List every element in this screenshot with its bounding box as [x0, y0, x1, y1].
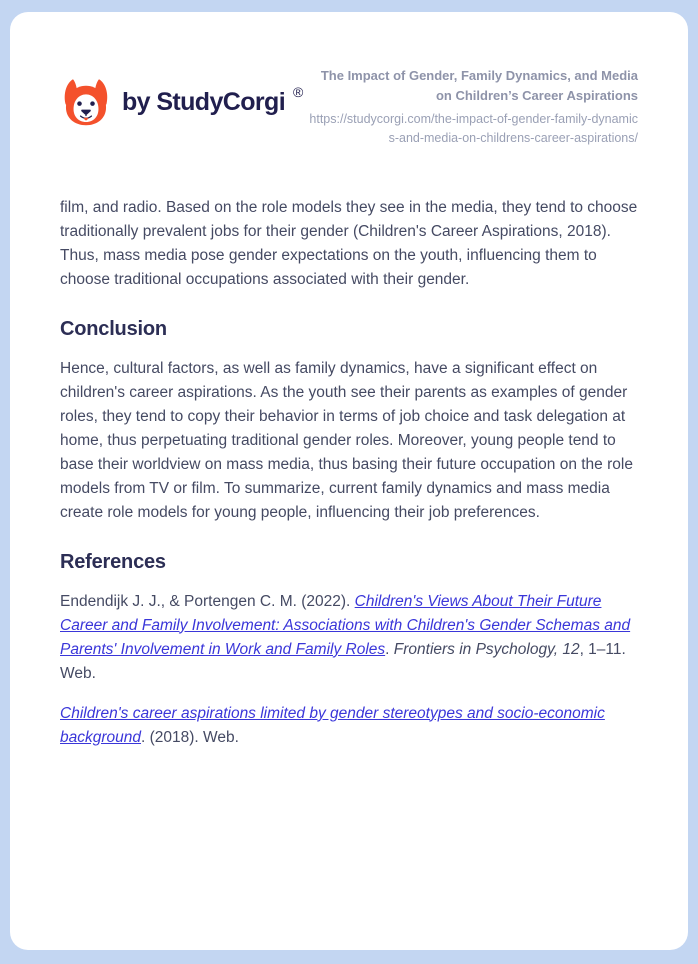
reference-suffix: . (2018). Web.	[141, 728, 239, 746]
reference-separator: .	[385, 640, 394, 658]
conclusion-paragraph: Hence, cultural factors, as well as family dynamics, have a significant effect on children's career aspirations. As the youth see their parents as examples of gender roles, they tend to copy their behavior in terms of job choice and task delegation at home, thus perpetuating traditional gender roles. Moreover, young people tend to base their worldview on mass media, thus basing their future occupation on the role models from TV or film. To summarize, current family dynamics and mass media create role models for young people, influencing their job preferences.	[60, 359, 633, 521]
document-body	[60, 196, 638, 750]
document-source-url: https://studycorgi.com/the-impact-of-gender-family-dynamics-and-media-on-childrens-career-aspirations/	[309, 112, 638, 145]
reference-item	[60, 702, 638, 750]
reference-journal: Frontiers in Psychology, 12	[393, 640, 580, 658]
registered-trademark-icon: ®	[293, 84, 304, 100]
intro-paragraph: film, and radio. Based on the role models they see in the media, they tend to choose traditionally prevalent jobs for their gender (Children's Career Aspirations, 2018). Thus, mass media pose gender expectations on the youth, influencing them to choose traditional occupations associated with their gender.	[60, 198, 638, 288]
conclusion-heading: Conclusion	[60, 317, 167, 340]
studycorgi-brand	[60, 78, 303, 126]
document-card	[10, 12, 688, 950]
corgi-logo-icon	[60, 78, 112, 126]
references-heading: References	[60, 550, 166, 573]
document-title: The Impact of Gender, Family Dynamics, and Media on Children’s Career Aspirations	[320, 68, 638, 103]
document-header	[60, 64, 638, 148]
reference-link[interactable]: Children's Views About Their Future Career and Family Involvement: Associations with Children's Gender Schemas and Parents' Involvement in Work and Family Roles	[60, 592, 631, 658]
reference-authors: Endendijk J. J., & Portengen C. M. (2022).	[60, 592, 355, 610]
logo-text: by StudyCorgi	[122, 87, 286, 116]
document-meta	[306, 64, 638, 148]
reference-link[interactable]: Children's career aspirations limited by gender stereotypes and socio-economic background	[60, 704, 605, 746]
reference-pages: , 1–11. Web.	[60, 640, 626, 682]
reference-item	[60, 590, 638, 686]
